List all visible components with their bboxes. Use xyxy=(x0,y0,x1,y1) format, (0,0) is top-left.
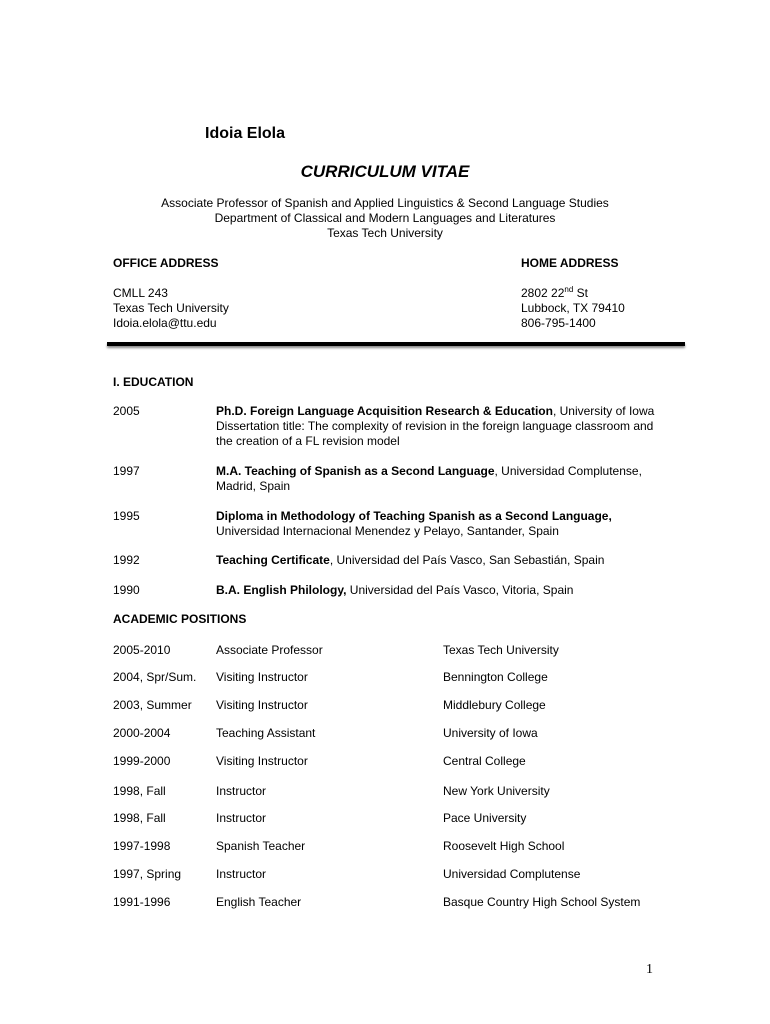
position-date: 1991-1996 xyxy=(113,895,171,909)
dissertation-line-2: the creation of a FL revision model xyxy=(216,434,400,448)
position-institution: Central College xyxy=(443,754,526,768)
home-phone: 806-795-1400 xyxy=(521,316,596,330)
home-city: Lubbock, TX 79410 xyxy=(521,301,625,315)
education-details xyxy=(216,509,686,539)
position-date: 1997, Spring xyxy=(113,867,182,881)
position-institution: Middlebury College xyxy=(443,698,546,712)
positions-heading: ACADEMIC POSITIONS xyxy=(113,612,247,626)
position-date: 2005-2010 xyxy=(113,643,171,657)
education-institution: , Universidad del País Vasco, San Sebastián, Spain xyxy=(329,553,605,567)
home-street-suffix: St xyxy=(573,286,588,300)
education-degree: Diploma in Methodology of Teaching Spanish as a Second Language, xyxy=(216,509,612,523)
education-year: 1992 xyxy=(113,553,140,567)
position-date: 1998, Fall xyxy=(113,811,166,825)
office-email[interactable]: Idoia.elola@ttu.edu xyxy=(113,316,217,330)
subtitle-department: Department of Classical and Modern Languages and Literatures xyxy=(214,211,556,225)
education-heading: I. EDUCATION xyxy=(113,375,194,389)
position-date: 2004, Spr/Sum. xyxy=(113,670,197,684)
home-street xyxy=(521,286,588,301)
dissertation-line-1: Dissertation title: The complexity of revision in the foreign language classroom and xyxy=(216,419,654,433)
subtitle-university: Texas Tech University xyxy=(327,226,443,240)
document-title: CURRICULUM VITAE xyxy=(300,162,470,181)
position-date: 1998, Fall xyxy=(113,784,166,798)
education-year: 2005 xyxy=(113,404,140,418)
position-date: 2003, Summer xyxy=(113,698,192,712)
education-details xyxy=(216,553,686,568)
education-institution: Universidad del País Vasco, Vitoria, Spain xyxy=(346,583,574,597)
education-institution: , Universidad Complutense, xyxy=(494,464,642,478)
education-degree: B.A. English Philology, xyxy=(216,583,347,597)
position-date: 2000-2004 xyxy=(113,726,171,740)
home-street-ordinal: nd xyxy=(564,285,574,294)
education-details xyxy=(216,583,686,598)
home-address-heading: HOME ADDRESS xyxy=(521,256,619,270)
office-address-heading: OFFICE ADDRESS xyxy=(113,256,219,270)
author-name: Idoia Elola xyxy=(205,125,286,142)
position-institution: Pace University xyxy=(443,811,527,825)
education-year: 1990 xyxy=(113,583,140,597)
position-institution: Texas Tech University xyxy=(443,643,559,657)
position-title: English Teacher xyxy=(216,895,302,909)
office-university: Texas Tech University xyxy=(113,301,229,315)
position-institution: Roosevelt High School xyxy=(443,839,565,853)
position-title: Visiting Instructor xyxy=(216,754,308,768)
position-title: Instructor xyxy=(216,784,267,798)
office-room: CMLL 243 xyxy=(113,286,168,300)
position-institution: Basque Country High School System xyxy=(443,895,641,909)
education-location: Universidad Internacional Menendez y Pelayo, Santander, Spain xyxy=(216,524,559,538)
education-degree: Ph.D. Foreign Language Acquisition Research & Education xyxy=(216,404,553,418)
education-degree: Teaching Certificate xyxy=(216,553,330,567)
education-year: 1995 xyxy=(113,509,140,523)
position-title: Spanish Teacher xyxy=(216,839,306,853)
position-date: 1997-1998 xyxy=(113,839,171,853)
position-title: Teaching Assistant xyxy=(216,726,316,740)
position-title: Instructor xyxy=(216,811,267,825)
position-institution: New York University xyxy=(443,784,550,798)
position-title: Instructor xyxy=(216,867,267,881)
education-details xyxy=(216,404,686,449)
education-location: Madrid, Spain xyxy=(216,479,291,493)
position-institution: Universidad Complutense xyxy=(443,867,581,881)
education-details xyxy=(216,464,686,494)
subtitle-position: Associate Professor of Spanish and Applied Linguistics & Second Language Studies xyxy=(161,196,609,210)
position-title: Visiting Instructor xyxy=(216,698,308,712)
position-institution: University of Iowa xyxy=(443,726,538,740)
home-street-number: 2802 22 xyxy=(521,286,565,300)
page-number: 1 xyxy=(646,962,653,977)
position-title: Associate Professor xyxy=(216,643,323,657)
position-title: Visiting Instructor xyxy=(216,670,308,684)
education-year: 1997 xyxy=(113,464,140,478)
education-institution: , University of Iowa xyxy=(552,404,655,418)
education-degree: M.A. Teaching of Spanish as a Second Language xyxy=(216,464,495,478)
position-date: 1999-2000 xyxy=(113,754,171,768)
section-divider xyxy=(107,342,685,346)
position-institution: Bennington College xyxy=(443,670,548,684)
